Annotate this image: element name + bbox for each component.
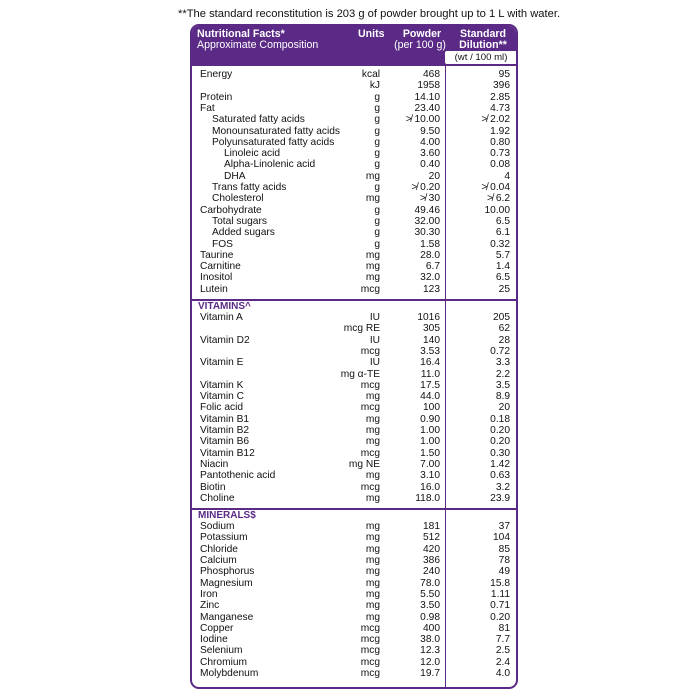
dilution-value: 5.7 xyxy=(495,249,510,261)
nutrient-unit: mcg xyxy=(360,345,380,357)
nutrient-unit: mg xyxy=(365,170,380,182)
powder-value: 12.3 xyxy=(420,645,440,657)
nutrient-name: Pantothenic acid xyxy=(200,470,276,482)
table-row xyxy=(192,566,516,577)
nutrient-name: Added sugars xyxy=(212,227,275,239)
table-row xyxy=(192,227,516,238)
nutrient-unit: mcg xyxy=(360,402,380,414)
nutrient-name: Fat xyxy=(200,102,215,114)
powder-value: 20 xyxy=(428,170,440,182)
table-row xyxy=(192,250,516,261)
dilution-value: 78 xyxy=(498,555,510,566)
nutrient-unit: mcg xyxy=(360,634,380,646)
table-row xyxy=(192,657,516,668)
nutrient-unit: mg xyxy=(365,391,380,403)
powder-value: 3.60 xyxy=(420,148,440,160)
dilution-value: 3.3 xyxy=(495,357,510,369)
dilution-value: 1.42 xyxy=(490,458,510,470)
nutrient-name: Linoleic acid xyxy=(224,148,281,160)
nutrient-name: Monounsaturated fatty acids xyxy=(212,125,340,137)
table-row xyxy=(192,391,516,402)
dilution-value: 6.5 xyxy=(495,215,510,227)
powder-value: 38.0 xyxy=(420,634,440,646)
nutrient-unit: g xyxy=(374,227,380,239)
table-row xyxy=(192,402,516,413)
header-standard: Standard xyxy=(460,28,506,40)
nutrient-name: Energy xyxy=(200,69,233,80)
header-units: Units xyxy=(358,28,385,40)
nutrient-unit: mg xyxy=(365,413,380,425)
nutrient-unit: mg xyxy=(365,261,380,273)
nutrient-name: Potassium xyxy=(200,532,248,544)
nutrient-name: Calcium xyxy=(200,555,237,566)
dilution-value: 0.30 xyxy=(490,447,510,459)
dilution-value: 6.5 xyxy=(495,272,510,284)
dilution-value: 2.2 xyxy=(495,368,510,380)
nutrient-unit: mg α-TE xyxy=(340,368,380,380)
header-approx-composition: Approximate Composition xyxy=(197,39,319,51)
table-row xyxy=(192,272,516,283)
powder-value: 32.0 xyxy=(420,272,440,284)
nutrient-unit: mg xyxy=(365,492,380,504)
table-row xyxy=(192,521,516,532)
nutrient-unit: g xyxy=(374,148,380,160)
dilution-value: 2.4 xyxy=(495,656,510,668)
nutrient-unit: mg xyxy=(365,543,380,555)
table-header xyxy=(192,26,516,66)
dilution-value: 205 xyxy=(493,312,510,323)
table-row xyxy=(192,578,516,589)
nutrient-unit: mcg xyxy=(360,283,380,295)
nutrient-name: Copper xyxy=(200,622,234,634)
dilution-value: 0.18 xyxy=(490,413,510,425)
nutrient-unit: g xyxy=(374,114,380,126)
header-dilution-per-100ml: (wt / 100 ml) xyxy=(454,52,508,63)
dilution-value: 95 xyxy=(498,69,510,80)
dilution-value: 10.00 xyxy=(484,204,510,216)
powder-value: 28.0 xyxy=(420,249,440,261)
table-row xyxy=(192,600,516,611)
nutrient-name: Polyunsaturated fatty acids xyxy=(212,136,335,148)
powder-value: 16.4 xyxy=(420,357,440,369)
powder-value: 30.30 xyxy=(414,227,440,239)
table-row xyxy=(192,261,516,272)
powder-value: 1958 xyxy=(417,80,440,92)
dilution-value: 1.92 xyxy=(490,125,510,137)
dilution-value: 62 xyxy=(498,323,510,335)
nutrient-unit: mg xyxy=(365,470,380,482)
header-nutritional-facts: Nutritional Facts* xyxy=(197,28,285,40)
dilution-value: 37 xyxy=(498,521,510,533)
table-row xyxy=(192,103,516,114)
nutrient-unit: mg xyxy=(365,193,380,205)
dilution-value: 2.85 xyxy=(490,91,510,103)
dilution-value: ≯ 2.02 xyxy=(481,114,510,126)
dilution-value: 0.20 xyxy=(490,611,510,623)
header-dilution: Dilution** xyxy=(459,39,507,51)
nutrient-name: Alpha-Linolenic acid xyxy=(224,159,316,171)
powder-value: 1016 xyxy=(417,312,440,323)
nutrient-unit: mcg xyxy=(360,379,380,391)
nutrient-name: Selenium xyxy=(200,645,243,657)
dilution-value: 1.11 xyxy=(490,588,510,600)
nutrient-unit: g xyxy=(374,204,380,216)
nutrient-name: Vitamin K xyxy=(200,379,244,391)
nutrient-name: Vitamin D2 xyxy=(200,334,250,346)
powder-value: 16.0 xyxy=(420,481,440,493)
dilution-value: 25 xyxy=(498,283,510,295)
powder-value: 7.00 xyxy=(420,458,440,470)
dilution-value: 0.20 xyxy=(490,425,510,436)
powder-value: 9.50 xyxy=(420,125,440,137)
dilution-value: 49 xyxy=(498,566,510,578)
nutrient-name: Manganese xyxy=(200,611,254,623)
nutrient-unit: mg xyxy=(365,249,380,261)
nutrient-name: Iodine xyxy=(200,634,228,646)
table-row xyxy=(192,544,516,555)
table-row xyxy=(192,369,516,380)
table-row xyxy=(192,205,516,216)
nutrient-unit: g xyxy=(374,136,380,148)
powder-value: 32.00 xyxy=(414,215,440,227)
table-row xyxy=(192,425,516,436)
powder-value: 3.50 xyxy=(420,600,440,612)
powder-value: 400 xyxy=(423,622,440,634)
nutrient-name: DHA xyxy=(224,170,246,182)
table-row xyxy=(192,532,516,543)
section-title: VITAMINS^ xyxy=(198,301,251,312)
powder-value: 49.46 xyxy=(414,204,440,216)
dilution-value: ≯ 0.04 xyxy=(481,182,510,193)
header-dilution-unit-box xyxy=(445,51,517,64)
table-row xyxy=(192,623,516,634)
nutrient-name: Inositol xyxy=(200,272,233,284)
table-row xyxy=(192,482,516,493)
powder-value: 14.10 xyxy=(414,91,440,103)
table-row xyxy=(192,92,516,103)
dilution-value: 3.2 xyxy=(495,481,510,493)
table-row xyxy=(192,171,516,182)
nutrient-name: Taurine xyxy=(200,249,234,261)
nutrient-unit: mcg xyxy=(360,656,380,668)
nutrient-name: Phosphorus xyxy=(200,566,255,578)
table-row xyxy=(192,414,516,425)
nutrient-name: Cholesterol xyxy=(212,193,264,205)
nutrient-unit: IU xyxy=(369,312,380,323)
nutrient-unit: g xyxy=(374,102,380,114)
nutrient-name: Vitamin A xyxy=(200,312,243,323)
dilution-value: 15.8 xyxy=(490,577,510,589)
dilution-value: 20 xyxy=(498,402,510,414)
dilution-value: 3.5 xyxy=(495,379,510,391)
table-row xyxy=(192,346,516,357)
powder-value: 468 xyxy=(423,69,440,80)
powder-value: 0.90 xyxy=(420,413,440,425)
dilution-value: 396 xyxy=(493,80,510,92)
table-row xyxy=(192,470,516,481)
nutrient-unit: mcg xyxy=(360,645,380,657)
powder-value: 12.0 xyxy=(420,656,440,668)
dilution-value: 8.9 xyxy=(495,391,510,403)
nutrient-unit: IU xyxy=(369,334,380,346)
powder-value: 0.98 xyxy=(420,611,440,623)
dilution-value: 0.20 xyxy=(490,436,510,448)
nutrient-unit: mg xyxy=(365,555,380,566)
table-row xyxy=(192,612,516,623)
powder-value: 3.10 xyxy=(420,470,440,482)
nutrient-unit: mg xyxy=(365,611,380,623)
nutrient-unit: kJ xyxy=(369,80,380,92)
table-row xyxy=(192,380,516,391)
dilution-value: 104 xyxy=(493,532,510,544)
table-row xyxy=(192,493,516,504)
nutrient-name: Lutein xyxy=(200,283,228,295)
nutrient-name: Carbohydrate xyxy=(200,204,262,216)
nutrient-name: Biotin xyxy=(200,481,226,493)
nutrient-name: Vitamin B6 xyxy=(200,436,250,448)
nutrient-unit: g xyxy=(374,91,380,103)
nutrient-unit: mg xyxy=(365,532,380,544)
powder-value: 19.7 xyxy=(420,668,440,679)
nutrient-name: Carnitine xyxy=(200,261,241,273)
powder-value: 0.40 xyxy=(420,159,440,171)
dilution-value: 85 xyxy=(498,543,510,555)
powder-value: 305 xyxy=(423,323,440,335)
powder-value: 100 xyxy=(423,402,440,414)
powder-value: 3.53 xyxy=(420,345,440,357)
nutrient-name: Vitamin B2 xyxy=(200,425,250,436)
table-row xyxy=(192,126,516,137)
nutrient-unit: g xyxy=(374,125,380,137)
nutrient-unit: mg xyxy=(365,436,380,448)
nutrient-name: Trans fatty acids xyxy=(212,182,287,193)
table-row xyxy=(192,80,516,91)
nutrient-name: Folic acid xyxy=(200,402,244,414)
powder-value: 512 xyxy=(423,532,440,544)
nutrition-facts-table xyxy=(190,24,518,689)
table-row xyxy=(192,239,516,250)
powder-value: ≯ 0.20 xyxy=(411,182,440,193)
table-row xyxy=(192,555,516,566)
powder-value: 44.0 xyxy=(420,391,440,403)
dilution-value: 0.63 xyxy=(490,470,510,482)
nutrient-name: Total sugars xyxy=(212,215,267,227)
header-powder: Powder xyxy=(402,28,442,40)
nutrient-unit: g xyxy=(374,182,380,193)
dilution-value: 6.1 xyxy=(495,227,510,239)
nutrient-name: Choline xyxy=(200,492,235,504)
nutrient-unit: g xyxy=(374,159,380,171)
powder-value: 181 xyxy=(423,521,440,533)
table-row xyxy=(192,148,516,159)
table-row xyxy=(192,335,516,346)
powder-value: 6.7 xyxy=(425,261,440,273)
table-row xyxy=(192,459,516,470)
nutrient-name: Sodium xyxy=(200,521,235,533)
nutrient-name: Chromium xyxy=(200,656,247,668)
nutrient-unit: g xyxy=(374,238,380,250)
nutrient-unit: mg xyxy=(365,577,380,589)
nutrient-unit: mcg xyxy=(360,447,380,459)
nutrient-name: Vitamin C xyxy=(200,391,244,403)
dilution-value: 7.7 xyxy=(495,634,510,646)
dilution-value: 4.0 xyxy=(495,668,510,679)
powder-value: 17.5 xyxy=(420,379,440,391)
nutrient-name: Protein xyxy=(200,91,233,103)
dilution-value: 81 xyxy=(498,622,510,634)
dilution-value: 23.9 xyxy=(490,492,510,504)
nutrient-unit: mg xyxy=(365,600,380,612)
header-powder-per-100g: (per 100 g) xyxy=(394,39,446,51)
powder-value: ≯ 30 xyxy=(419,193,440,205)
nutrient-unit: mg xyxy=(365,272,380,284)
table-row xyxy=(192,589,516,600)
table-row xyxy=(192,668,516,679)
table-row xyxy=(192,284,516,295)
powder-value: 140 xyxy=(423,334,440,346)
dilution-value: 1.4 xyxy=(495,261,510,273)
nutrient-name: Zinc xyxy=(200,600,220,612)
nutrient-name: Vitamin B12 xyxy=(200,447,255,459)
nutrient-name: Iron xyxy=(200,588,218,600)
powder-value: 5.50 xyxy=(420,588,440,600)
dilution-value: 0.80 xyxy=(490,136,510,148)
nutrient-name: Magnesium xyxy=(200,577,253,589)
reconstitution-footnote: **The standard reconstitution is 203 g of powder brought up to 1 L with water. xyxy=(178,8,561,20)
nutrient-unit: mcg xyxy=(360,481,380,493)
dilution-value: 28 xyxy=(498,334,510,346)
dilution-value: 4 xyxy=(504,170,510,182)
dilution-value: 0.08 xyxy=(490,159,510,171)
table-row xyxy=(192,312,516,323)
table-row xyxy=(192,69,516,80)
powder-value: 123 xyxy=(423,283,440,295)
nutrient-name: FOS xyxy=(212,238,233,250)
powder-value: 23.40 xyxy=(414,102,440,114)
powder-value: 78.0 xyxy=(420,577,440,589)
powder-value: 118.0 xyxy=(415,492,440,504)
table-row xyxy=(192,159,516,170)
table-row xyxy=(192,323,516,334)
nutrient-unit: mg NE xyxy=(348,458,380,470)
nutrient-name: Vitamin E xyxy=(200,357,244,369)
nutrient-name: Saturated fatty acids xyxy=(212,114,305,126)
nutrient-name: Molybdenum xyxy=(200,668,259,679)
nutrient-unit: mg xyxy=(365,566,380,578)
nutrient-name: Niacin xyxy=(200,458,229,470)
powder-value: 4.00 xyxy=(420,136,440,148)
nutrient-name: Chloride xyxy=(200,543,238,555)
nutrient-name: Vitamin B1 xyxy=(200,413,250,425)
powder-value: 1.00 xyxy=(420,425,440,436)
dilution-value: 0.73 xyxy=(490,148,510,160)
nutrient-unit: mcg xyxy=(360,622,380,634)
dilution-value: 0.72 xyxy=(490,345,510,357)
powder-value: 386 xyxy=(423,555,440,566)
table-row xyxy=(192,216,516,227)
dilution-value: ≯ 6.2 xyxy=(487,193,510,205)
dilution-value: 2.5 xyxy=(495,645,510,657)
table-row xyxy=(192,137,516,148)
table-row xyxy=(192,182,516,193)
table-row xyxy=(192,357,516,368)
nutrient-unit: mg xyxy=(365,588,380,600)
table-row xyxy=(192,448,516,459)
powder-value: ≯ 10.00 xyxy=(405,114,440,126)
dilution-value: 0.32 xyxy=(490,238,510,250)
nutrient-unit: IU xyxy=(369,357,380,369)
nutrient-unit: mcg xyxy=(360,668,380,679)
powder-value: 240 xyxy=(423,566,440,578)
nutrient-unit: mg xyxy=(365,425,380,436)
table-row xyxy=(192,193,516,204)
powder-value: 1.50 xyxy=(420,447,440,459)
powder-value: 11.0 xyxy=(420,368,440,380)
powder-value: 1.58 xyxy=(420,238,440,250)
table-row xyxy=(192,436,516,447)
nutrient-unit: mcg RE xyxy=(343,323,380,335)
nutrient-unit: g xyxy=(374,215,380,227)
powder-value: 1.00 xyxy=(420,436,440,448)
table-row xyxy=(192,114,516,125)
dilution-value: 4.73 xyxy=(490,102,510,114)
nutrient-unit: kcal xyxy=(361,69,380,80)
section-title: MINERALS$ xyxy=(198,510,256,522)
table-row xyxy=(192,645,516,656)
powder-value: 420 xyxy=(423,543,440,555)
nutrient-unit: mg xyxy=(365,521,380,533)
table-row xyxy=(192,634,516,645)
dilution-value: 0.71 xyxy=(490,600,510,612)
